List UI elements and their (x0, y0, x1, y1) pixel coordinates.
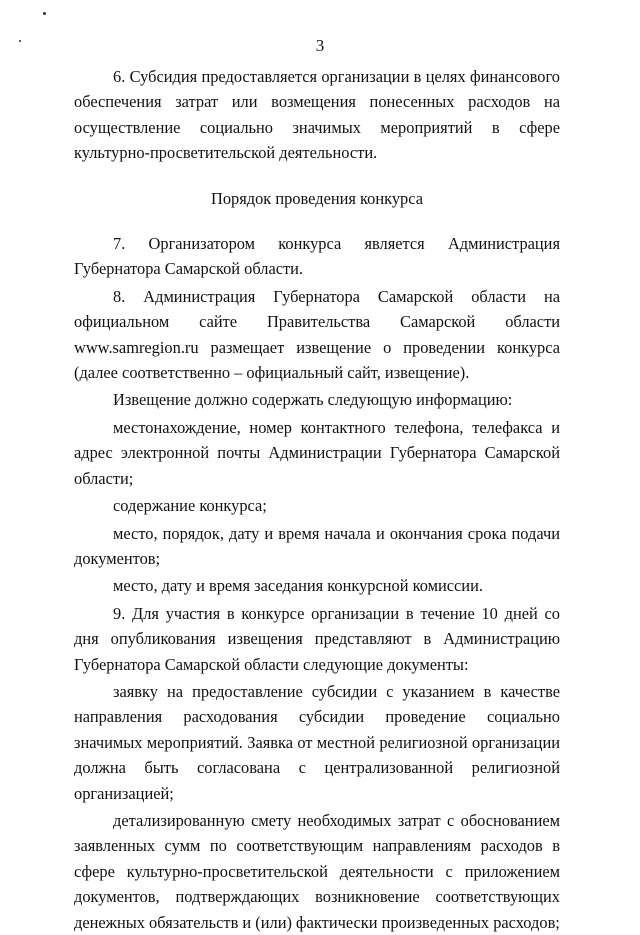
page-number: 3 (315, 36, 325, 55)
document-item-estimate: детализированную смету необходимых затрат с обоснованием заявленных сумм по соответствующим направлениям расходов в сфере культурно-просветительской деятельности с приложением документов, подтверждающих возникновение соответствующих денежных обязательств и (или) фактически произведенных расходов; (74, 810, 560, 932)
notice-intro: Извещение должно содержать следующую информацию: (113, 390, 513, 410)
paragraph-7: 7. Организатором конкурса является Администрация Губернатора Самарской области. (74, 234, 560, 279)
document-item-application: заявку на предоставление субсидии с указанием в качестве направления расходования субсидии проведение социально значимых мероприятий. Заявка от местной религиозной организации должна быть согласована с централизованной религиозной организацией; (74, 681, 560, 803)
paragraph-9: 9. Для участия в конкурсе организации в течение 10 дней со дня опубликования извещения представляют в Администрацию Губернатора Самарской области следующие документы: (74, 603, 560, 674)
section-heading: Порядок проведения конкурса (211, 188, 423, 208)
notice-item-content: содержание конкурса; (113, 496, 267, 516)
notice-item-deadlines: место, порядок, дату и время начала и окончания срока подачи документов; (74, 523, 560, 568)
document-body (74, 64, 560, 935)
paragraph-6: 6. Субсидия предоставляется организации в целях финансового обеспечения затрат или возмещения понесенных расходов на осуществление социально значимых мероприятий в сфере культурно-просветительской деятельности. (74, 67, 560, 163)
notice-item-meeting: место, дату и время заседания конкурсной комиссии. (113, 576, 483, 596)
notice-item-location: местонахождение, номер контактного телефона, телефакса и адрес электронной почты Администрации Губернатора Самарской области; (74, 417, 560, 488)
scan-speck (43, 12, 46, 15)
paragraph-8: 8. Администрация Губернатора Самарской области на официальном сайте Правительства Самарской области www.samregion.ru размещает извещение о проведении конкурса (далее соответственно – официальный сайт, извещение). (74, 286, 560, 383)
